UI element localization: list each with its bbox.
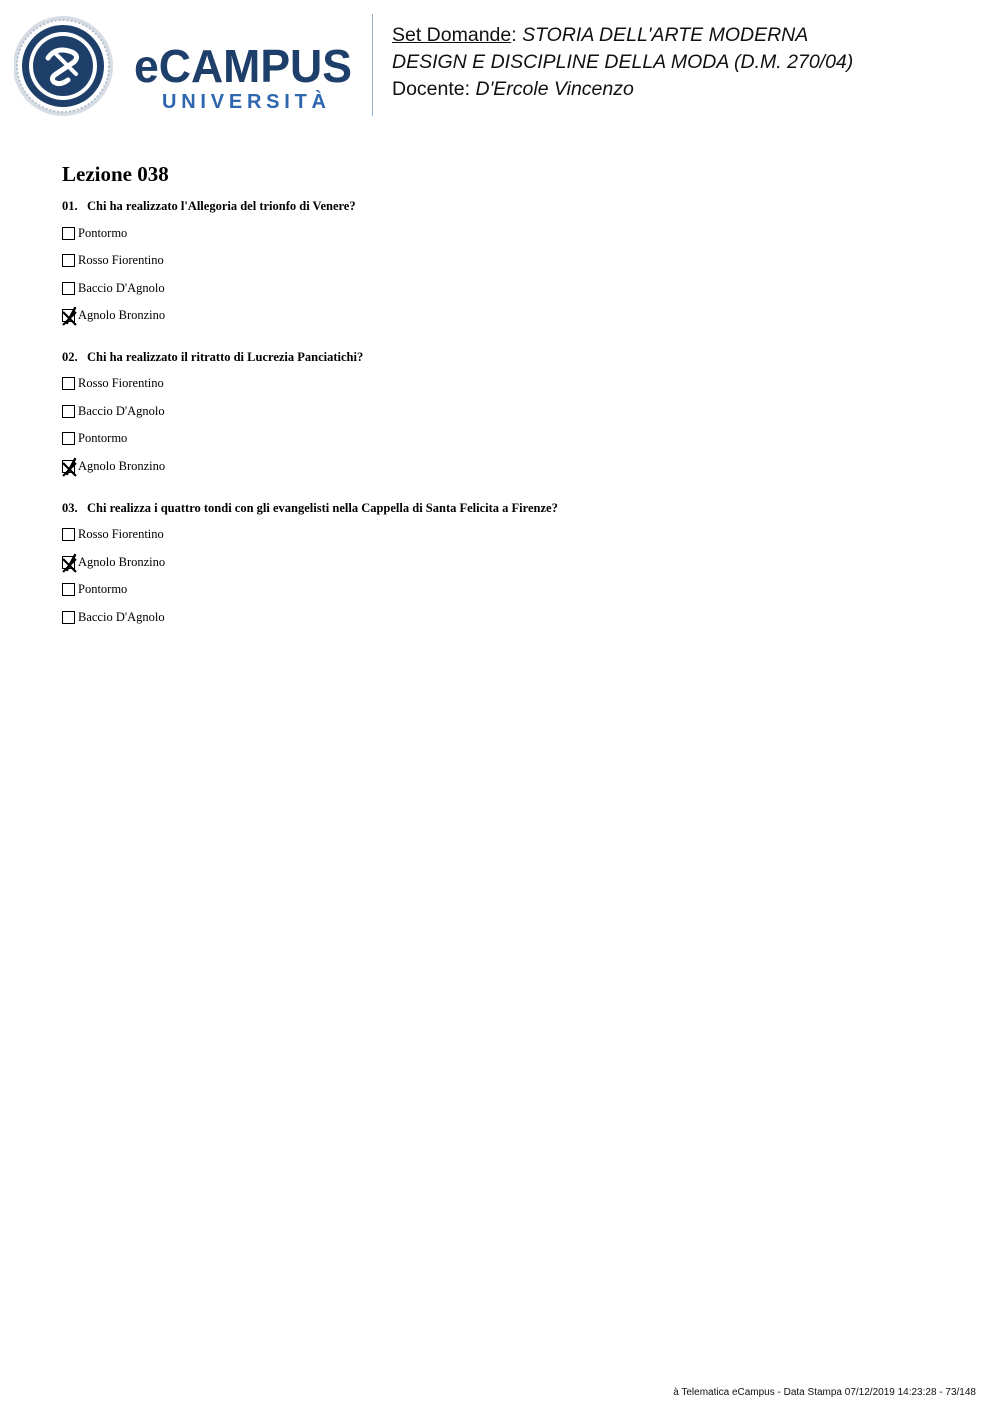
question-number: 01. <box>62 199 78 213</box>
option[interactable] <box>62 375 164 391</box>
option[interactable] <box>62 526 164 542</box>
option[interactable] <box>62 280 165 296</box>
logo-brand: eCAMPUS <box>134 40 352 92</box>
question-text: Chi ha realizzato l'Allegoria del trionfo di Venere? <box>87 199 356 213</box>
check-mark-icon <box>61 306 79 326</box>
option[interactable] <box>62 307 165 323</box>
logo-subtitle: UNIVERSITÀ <box>162 91 326 113</box>
course-line-1: STORIA DELL'ARTE MODERNA <box>522 24 809 46</box>
question-text: Chi ha realizzato il ritratto di Lucrezia Panciatichi? <box>87 350 364 364</box>
teacher-label: Docente: <box>392 78 471 100</box>
question-2 <box>62 350 363 365</box>
set-colon: : <box>511 24 517 46</box>
header-row-3 <box>392 76 853 103</box>
option-label: Baccio D'Agnolo <box>78 403 165 418</box>
question-1 <box>62 199 356 214</box>
checkbox[interactable] <box>62 405 75 418</box>
option[interactable] <box>62 430 127 446</box>
question-number: 02. <box>62 350 78 364</box>
option[interactable] <box>62 554 165 570</box>
checkbox[interactable] <box>62 309 75 322</box>
header-row-1 <box>392 22 853 49</box>
set-label: Set Domande <box>392 24 512 46</box>
option-label: Pontormo <box>78 581 128 596</box>
course-line-2: DESIGN E DISCIPLINE DELLA MODA (D.M. 270/04) <box>392 51 854 73</box>
option-label: Agnolo Bronzino <box>78 307 166 322</box>
ecampus-logo <box>14 14 359 118</box>
question-3 <box>62 501 558 516</box>
header <box>392 22 853 103</box>
option-label: Pontormo <box>78 430 128 445</box>
checkbox[interactable] <box>62 528 75 541</box>
footer-print-info: à Telematica eCampus - Data Stampa 07/12/2019 14:23:28 - 73/148 <box>673 1387 976 1398</box>
option[interactable] <box>62 403 165 419</box>
option-label: Rosso Fiorentino <box>78 252 164 267</box>
option-label: Pontormo <box>78 225 128 240</box>
option-label: Baccio D'Agnolo <box>78 280 165 295</box>
checkbox[interactable] <box>62 377 75 390</box>
option[interactable] <box>62 225 127 241</box>
option-label: Agnolo Bronzino <box>78 554 166 569</box>
option-label: Rosso Fiorentino <box>78 375 164 390</box>
lesson-title: Lezione 038 <box>62 162 169 186</box>
option-label: Rosso Fiorentino <box>78 526 164 541</box>
checkbox[interactable] <box>62 460 75 473</box>
option[interactable] <box>62 609 165 625</box>
option-label: Baccio D'Agnolo <box>78 609 165 624</box>
check-mark-icon <box>61 457 79 477</box>
checkbox[interactable] <box>62 611 75 624</box>
checkbox[interactable] <box>62 432 75 445</box>
header-divider <box>372 14 373 116</box>
option[interactable] <box>62 252 164 268</box>
checkbox[interactable] <box>62 556 75 569</box>
option[interactable] <box>62 458 165 474</box>
logo-seal-icon <box>14 16 113 116</box>
teacher-name: D'Ercole Vincenzo <box>475 78 634 100</box>
question-number: 03. <box>62 501 78 515</box>
checkbox[interactable] <box>62 254 75 267</box>
checkbox[interactable] <box>62 227 75 240</box>
option-label: Agnolo Bronzino <box>78 458 166 473</box>
option[interactable] <box>62 581 127 597</box>
question-text: Chi realizza i quattro tondi con gli evangelisti nella Cappella di Santa Felicita a Firenze? <box>87 501 558 515</box>
check-mark-icon <box>61 553 79 573</box>
checkbox[interactable] <box>62 282 75 295</box>
checkbox[interactable] <box>62 583 75 596</box>
